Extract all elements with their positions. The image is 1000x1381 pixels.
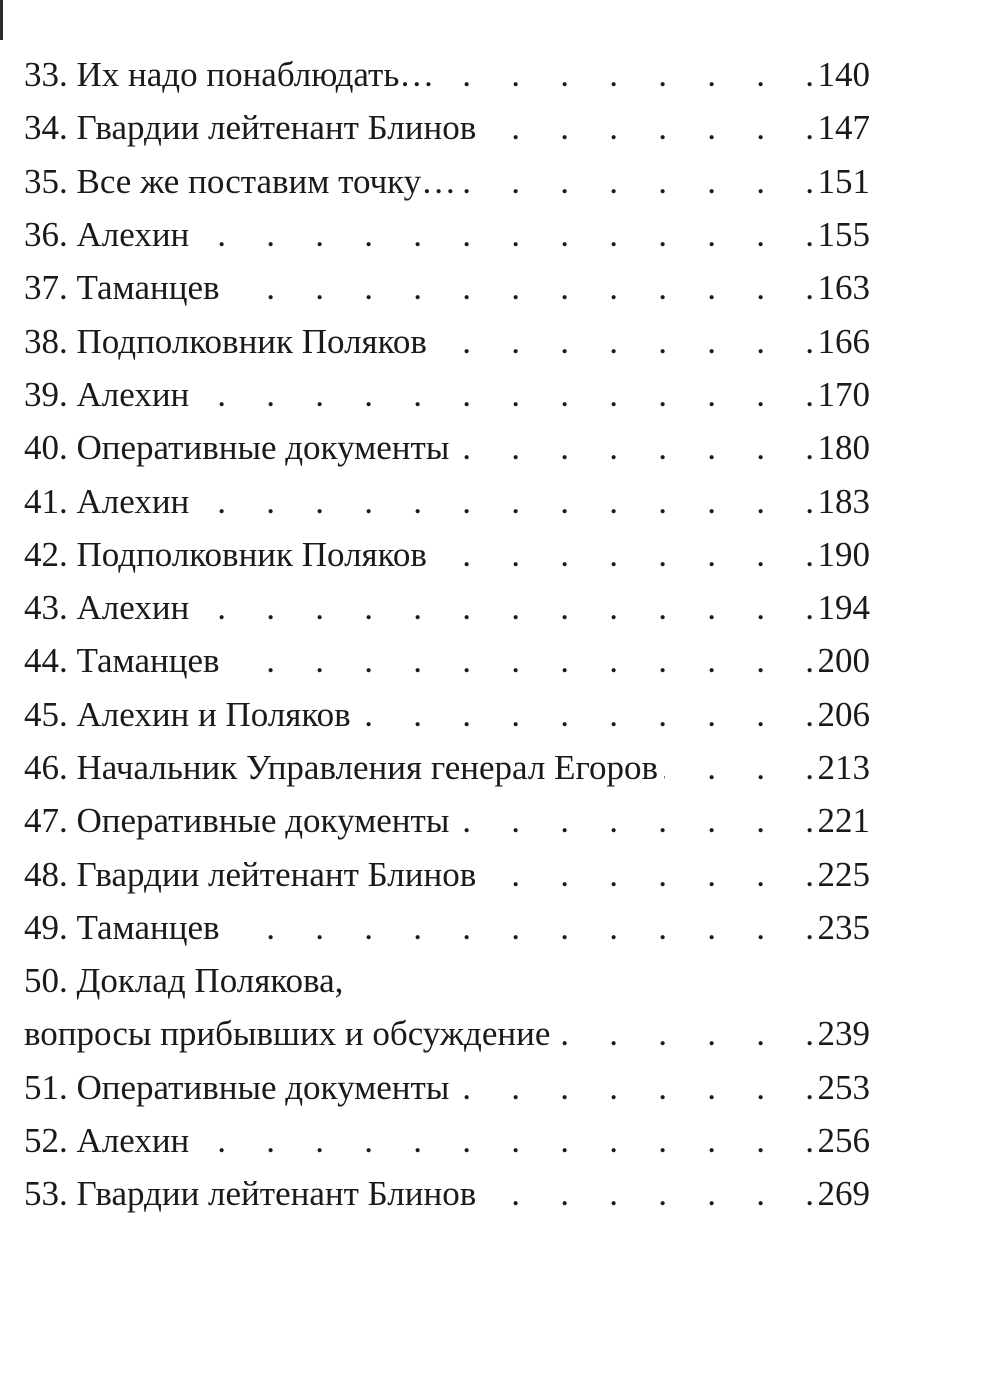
toc-entry-40 [24,421,870,474]
dot-leader [226,643,814,678]
dot-leader [664,750,814,785]
toc-entry-page: 213 [817,748,870,787]
toc-entry-page: 269 [817,1174,870,1214]
toc-entry-title: 42. Подполковник Поляков [24,534,427,574]
dot-leader [195,484,814,519]
toc-entry-48 [24,847,870,900]
toc-entry-title: 47. Оперативные документы [24,801,450,841]
toc-entry-page: 253 [817,1067,870,1107]
toc-entry-title: 51. Оперативные документы [24,1067,450,1107]
toc-entry-page: 200 [817,641,870,681]
toc-entry-page: 239 [817,1014,870,1054]
toc-entry-page: 151 [817,161,870,201]
toc-entry-49 [24,901,870,954]
toc-entry-page: 166 [817,321,870,361]
dot-leader [226,270,814,305]
toc-entry-page: 147 [817,108,870,148]
toc-entry-45 [24,688,870,741]
toc-entry-title: 50. Доклад Полякова, [24,961,344,1001]
dot-leader [482,857,814,892]
toc-entry-title: 46. Начальник Управления генерал Егоров [24,748,658,787]
toc-entry-title: 38. Подполковник Поляков [24,321,427,361]
toc-entry-title: 34. Гвардии лейтенант Блинов [24,108,477,148]
dot-leader [440,57,814,92]
dot-leader [455,1070,814,1105]
toc-entry-title: 36. Алехин [24,215,190,255]
toc-entry-page: 225 [817,854,870,894]
toc-entry-51 [24,1061,870,1114]
toc-entry-36 [24,208,870,261]
toc-entry-title: 33. Их надо понаблюдать… [24,55,435,95]
toc-entry-title: 43. Алехин [24,588,190,628]
toc-entry-42 [24,528,870,581]
toc-entry-page: 221 [817,801,870,841]
toc-entry-title: 49. Таманцев [24,907,220,947]
dot-leader [195,1123,814,1158]
toc-entry-39 [24,368,870,421]
toc-entry-page: 163 [817,268,870,308]
dot-leader [226,910,814,945]
table-of-contents [24,48,870,1221]
toc-entry-44 [24,634,870,687]
dot-leader [195,217,814,252]
toc-entry-47 [24,794,870,847]
page-edge [0,0,3,40]
dot-leader [433,537,814,572]
dot-leader [462,164,814,199]
toc-entry-52 [24,1114,870,1167]
toc-entry-title: 45. Алехин и Поляков [24,694,351,734]
toc-entry-41 [24,474,870,527]
toc-entry-page: 183 [817,481,870,521]
dot-leader [455,803,814,838]
dot-leader [482,1176,814,1211]
toc-entry-page: 170 [817,374,870,414]
dot-leader [195,377,814,412]
toc-entry-43 [24,581,870,634]
dot-leader [357,697,814,732]
toc-entry-page: 206 [817,694,870,734]
toc-entry-page: 155 [817,215,870,255]
toc-entry-page: 256 [817,1121,870,1161]
dot-leader [455,430,814,465]
toc-entry-34 [24,101,870,154]
toc-entry-38 [24,314,870,367]
toc-entry-page: 235 [817,907,870,947]
toc-entry-title: 35. Все же поставим точку… [24,161,457,201]
toc-entry-37 [24,261,870,314]
toc-entry-page: 140 [817,55,870,95]
toc-entry-title: 44. Таманцев [24,641,220,681]
toc-entry-page: 194 [817,588,870,628]
toc-entry-50-first-line [24,954,870,1007]
toc-entry-46 [24,741,870,794]
toc-entry-33 [24,48,870,101]
toc-entry-title: 40. Оперативные документы [24,428,450,468]
toc-entry-title: вопросы прибывших и обсуждение [24,1014,551,1054]
toc-entry-title: 48. Гвардии лейтенант Блинов [24,854,477,894]
toc-entry-page: 180 [817,428,870,468]
dot-leader [556,1016,814,1051]
dot-leader [482,110,814,145]
toc-entry-title: 52. Алехин [24,1121,190,1161]
toc-entry-35 [24,155,870,208]
toc-entry-title: 39. Алехин [24,374,190,414]
toc-entry-50-second-line [24,1007,870,1060]
toc-entry-53 [24,1167,870,1220]
dot-leader [195,590,814,625]
toc-entry-title: 41. Алехин [24,481,190,521]
dot-leader [433,324,814,359]
toc-entry-title: 53. Гвардии лейтенант Блинов [24,1174,477,1214]
toc-entry-title: 37. Таманцев [24,268,220,308]
toc-entry-page: 190 [817,534,870,574]
